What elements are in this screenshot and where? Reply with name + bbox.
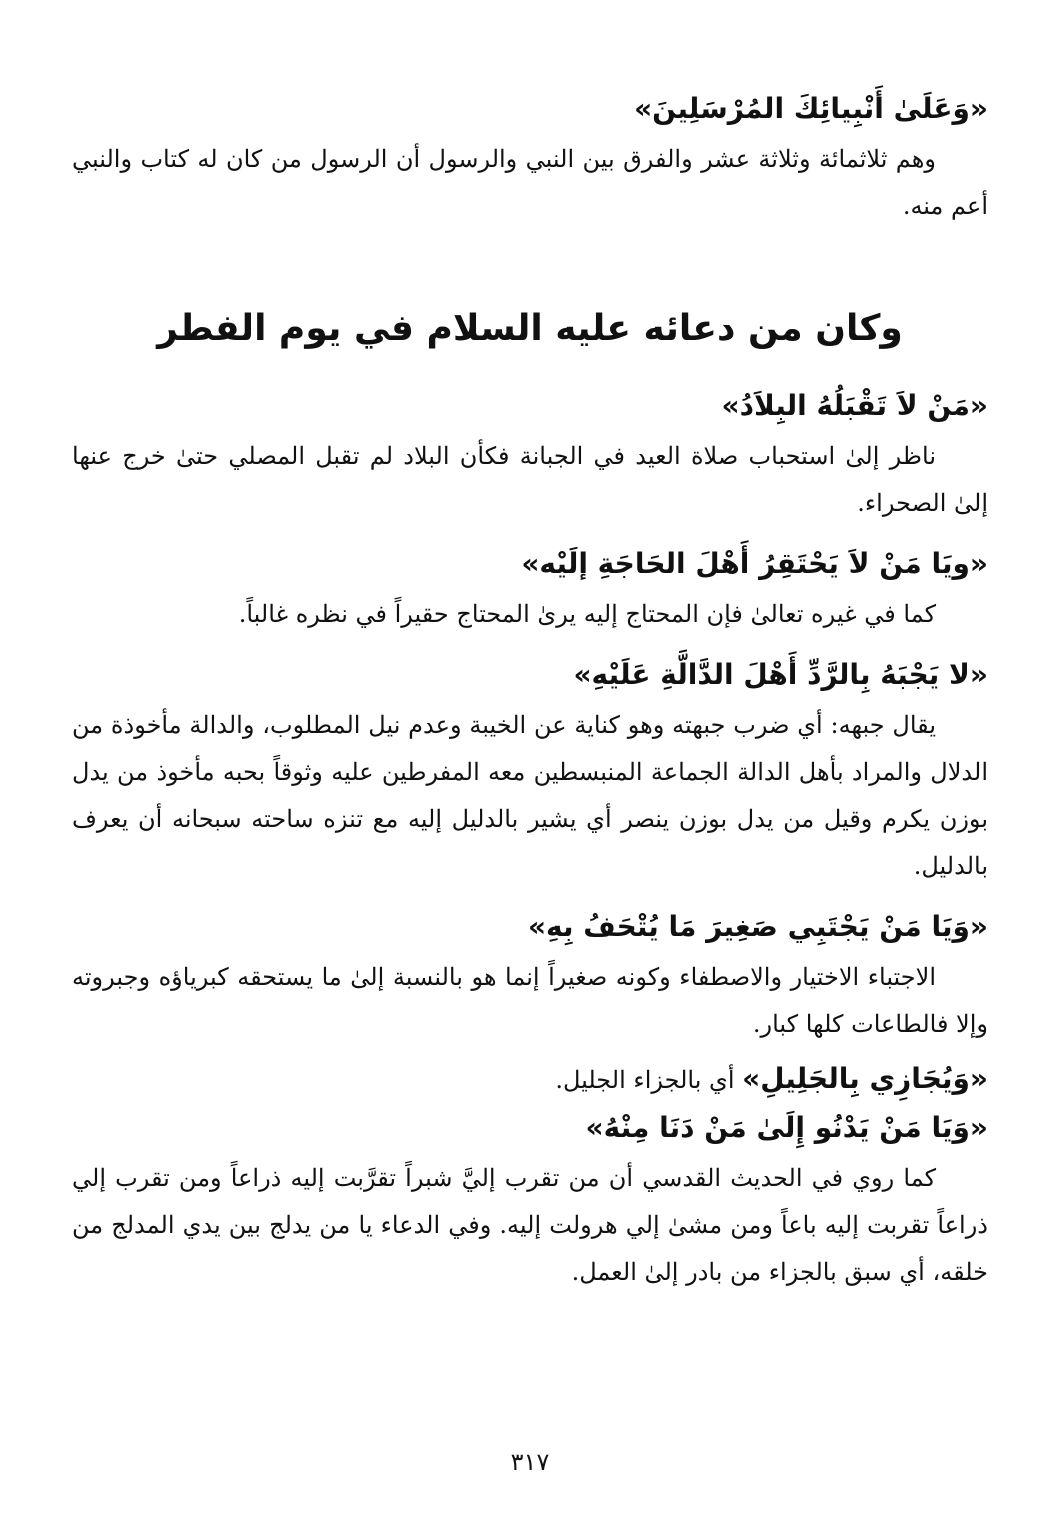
- prayer-line-6: [72, 1056, 988, 1103]
- commentary-text-3: كما في غيره تعالىٰ فإن المحتاج إليه يرىٰ المحتاج حقيراً في نظره غالباً.: [238, 600, 936, 628]
- commentary-paragraph-2: [72, 433, 988, 527]
- prayer-quote-3: «ويَا مَنْ لاَ يَحْتَقِرُ أَهْلَ الحَاجَةِ إلَيْه»: [521, 547, 988, 580]
- commentary-text-7: كما روي في الحديث القدسي أن من تقرب إليَّ شبراً تقرَّبت إليه ذراعاً ومن تقرب إلي ذراعاً تقربت إليه باعاً ومن مشىٰ إلي هرولت إليه. وفي الدعاء يا من يدلج بين يدي المدلج من خلقه، أي سبق بالجزاء من بادر إلىٰ العمل.: [72, 1164, 988, 1286]
- prayer-quote-1: «وَعَلَىٰ أَنْبِيائِكَ المُرْسَلِينَ»: [634, 92, 988, 125]
- prayer-quote-4: «لا يَجْبَهُ بِالرَّدِّ أَهْلَ الدَّالَّةِ عَلَيْهِ»: [573, 658, 988, 691]
- commentary-text-6: أي بالجزاء الجليل.: [555, 1066, 743, 1094]
- commentary-text-4: يقال جبهه: أي ضرب جبهته وهو كناية عن الخيبة وعدم نيل المطلوب، والدالة مأخوذة من الدلال والمراد بأهل الدالة الجماعة المنبسطين معه المفرطين عليه وثوقاً بحبه مأخوذ من يدل بوزن يكرم وقيل من يدل بوزن ينصر أي يشير بالدليل إليه مع تنزه ساحته سبحانه أن يعرف بالدليل.: [72, 711, 988, 880]
- page-body: [72, 86, 988, 1296]
- prayer-quote-6: «وَيُجَازِي بِالجَلِيلِ»: [742, 1062, 988, 1095]
- commentary-paragraph-4: [72, 702, 988, 890]
- commentary-text-1: وهم ثلاثمائة وثلاثة عشر والفرق بين النبي والرسول أن الرسول من كان له كتاب والنبي أعم منه.: [72, 145, 988, 220]
- page-number: ٣١٧: [510, 1448, 550, 1476]
- prayer-quote-7: «وَيَا مَنْ يَدْنُو إِلَىٰ مَنْ دَنَا مِنْهُ»: [585, 1111, 988, 1144]
- commentary-text-5: الاجتباء الاختيار والاصطفاء وكونه صغيراً إنما هو بالنسبة إلىٰ ما يستحقه كبرياؤه وجبروته وإلا فالطاعات كلها كبار.: [72, 963, 988, 1038]
- prayer-quote-5: «وَيَا مَنْ يَجْتَبِي صَغِيرَ مَا يُتْحَفُ بِهِ»: [527, 910, 988, 943]
- commentary-text-2: ناظر إلىٰ استحباب صلاة العيد في الجبانة فكأن البلاد لم تقبل المصلي حتىٰ خرج عنها إلىٰ الصحراء.: [72, 442, 988, 517]
- commentary-paragraph-1: [72, 136, 988, 230]
- commentary-paragraph-7: [72, 1155, 988, 1296]
- section-heading: وكان من دعائه عليه السلام في يوم الفطر: [157, 308, 903, 349]
- commentary-paragraph-5: [72, 954, 988, 1048]
- commentary-paragraph-3: [72, 591, 988, 638]
- prayer-quote-2: «مَنْ لاَ تَقْبَلُهُ البِلاَدُ»: [721, 389, 988, 422]
